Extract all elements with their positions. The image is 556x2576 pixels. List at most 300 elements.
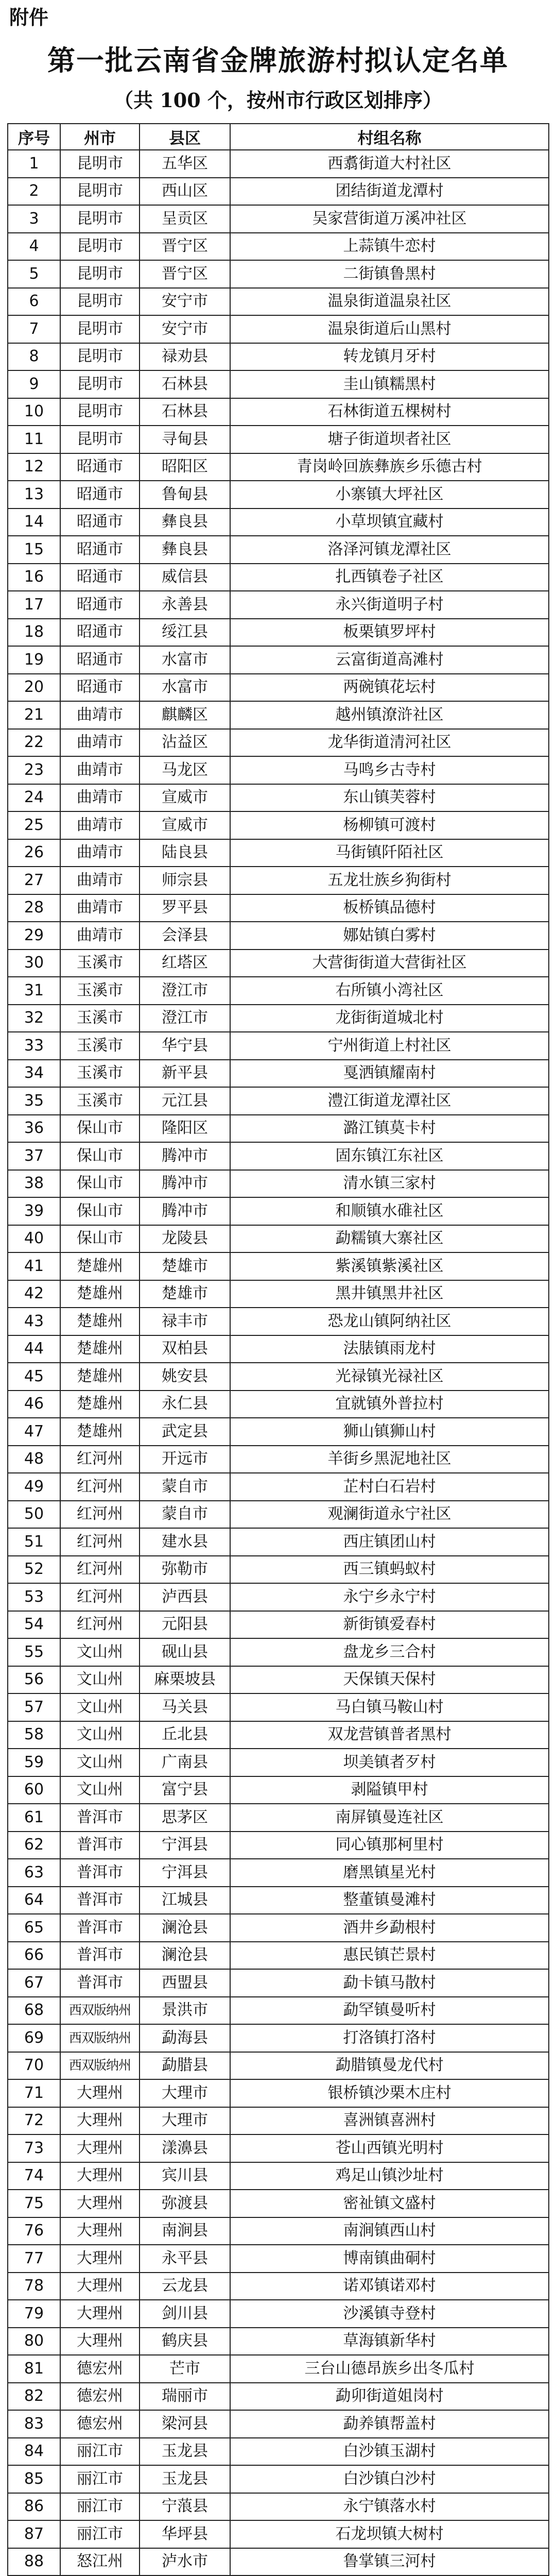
table-row <box>8 2493 549 2521</box>
table-row <box>8 1914 549 1942</box>
row-village-name: 三台山德昂族乡出冬瓜村 <box>230 2355 549 2383</box>
row-village-name: 转龙镇月牙村 <box>230 343 549 371</box>
row-village-name: 温泉街道后山黑村 <box>230 315 549 343</box>
row-city: 昆明市 <box>60 288 140 316</box>
row-village-name: 和顺镇水碓社区 <box>230 1197 549 1225</box>
row-county: 腾冲市 <box>140 1142 230 1170</box>
row-index: 68 <box>8 1997 60 2025</box>
row-county: 漾濞县 <box>140 2134 230 2162</box>
row-index: 32 <box>8 1005 60 1032</box>
row-village-name: 东山镇芙蓉村 <box>230 784 549 812</box>
row-county: 永平县 <box>140 2245 230 2273</box>
row-village-name: 喜洲镇喜洲村 <box>230 2107 549 2135</box>
header-index: 序号 <box>8 124 60 150</box>
row-city: 西双版纳州 <box>60 2052 140 2080</box>
row-village-name: 永兴街道明子村 <box>230 591 549 619</box>
row-city: 昭通市 <box>60 509 140 536</box>
table-row <box>8 977 549 1005</box>
row-city: 楚雄州 <box>60 1418 140 1446</box>
row-village-name: 博南镇曲硐村 <box>230 2245 549 2273</box>
row-index: 69 <box>8 2024 60 2052</box>
page-subtitle: （共 100 个，按州市行政区划排序） <box>114 89 442 112</box>
table-row <box>8 701 549 729</box>
row-city: 普洱市 <box>60 1804 140 1832</box>
row-city: 曲靖市 <box>60 839 140 867</box>
row-index: 6 <box>8 288 60 316</box>
table-row <box>8 2410 549 2438</box>
row-village-name: 板栗镇罗坪村 <box>230 619 549 647</box>
row-county: 陆良县 <box>140 839 230 867</box>
row-county: 晋宁区 <box>140 233 230 261</box>
row-county: 富宁县 <box>140 1776 230 1804</box>
table-row <box>8 2465 549 2493</box>
row-county: 勐腊县 <box>140 2052 230 2080</box>
row-village-name: 团结街道龙潭村 <box>230 178 549 206</box>
row-index: 83 <box>8 2410 60 2438</box>
row-city: 德宏州 <box>60 2383 140 2411</box>
row-city: 昭通市 <box>60 481 140 509</box>
row-village-name: 龙街街道城北村 <box>230 1005 549 1032</box>
row-county: 弥勒市 <box>140 1556 230 1584</box>
row-city: 昆明市 <box>60 370 140 398</box>
row-index: 52 <box>8 1556 60 1584</box>
table-row <box>8 1225 549 1253</box>
row-city: 昭通市 <box>60 591 140 619</box>
row-county: 罗平县 <box>140 894 230 922</box>
row-county: 元阳县 <box>140 1611 230 1639</box>
row-county: 宾川县 <box>140 2162 230 2190</box>
row-city: 大理州 <box>60 2190 140 2217</box>
row-village-name: 羊街乡黑泥地社区 <box>230 1446 549 1473</box>
row-village-name: 南涧镇西山村 <box>230 2217 549 2245</box>
row-county: 姚安县 <box>140 1363 230 1391</box>
row-village-name: 勐糯镇大寨社区 <box>230 1225 549 1253</box>
row-county: 大理市 <box>140 2107 230 2135</box>
table-header <box>8 124 549 150</box>
row-village-name: 密祉镇文盛村 <box>230 2190 549 2217</box>
row-index: 39 <box>8 1197 60 1225</box>
table-row <box>8 1583 549 1611</box>
row-city: 普洱市 <box>60 1942 140 1970</box>
row-city: 保山市 <box>60 1115 140 1143</box>
table-row <box>8 1611 549 1639</box>
row-village-name: 小寨镇大坪社区 <box>230 481 549 509</box>
row-city: 玉溪市 <box>60 977 140 1005</box>
row-village-name: 整董镇曼滩村 <box>230 1887 549 1914</box>
row-village-name: 磨黑镇星光村 <box>230 1859 549 1887</box>
row-index: 27 <box>8 867 60 894</box>
row-city: 红河州 <box>60 1556 140 1584</box>
row-index: 77 <box>8 2245 60 2273</box>
row-city: 曲靖市 <box>60 811 140 839</box>
row-village-name: 马白镇马鞍山村 <box>230 1693 549 1721</box>
row-city: 红河州 <box>60 1446 140 1473</box>
row-village-name: 双龙营镇普者黑村 <box>230 1721 549 1749</box>
row-county: 南涧县 <box>140 2217 230 2245</box>
row-village-name: 右所镇小湾社区 <box>230 977 549 1005</box>
row-city: 红河州 <box>60 1611 140 1639</box>
row-county: 思茅区 <box>140 1804 230 1832</box>
row-city: 丽江市 <box>60 2465 140 2493</box>
row-city: 楚雄州 <box>60 1391 140 1418</box>
row-county: 泸水市 <box>140 2548 230 2576</box>
row-index: 41 <box>8 1252 60 1280</box>
row-county: 梁河县 <box>140 2410 230 2438</box>
table-row <box>8 591 549 619</box>
table-row <box>8 481 549 509</box>
row-village-name: 温泉街道温泉社区 <box>230 288 549 316</box>
row-index: 48 <box>8 1446 60 1473</box>
row-city: 普洱市 <box>60 1859 140 1887</box>
row-village-name: 越州镇潦浒社区 <box>230 701 549 729</box>
table-row <box>8 1252 549 1280</box>
row-village-name: 勐腊镇曼龙代村 <box>230 2052 549 2080</box>
row-index: 82 <box>8 2383 60 2411</box>
table-row <box>8 1335 549 1363</box>
row-city: 玉溪市 <box>60 1060 140 1088</box>
table-row <box>8 1528 549 1556</box>
row-county: 玉龙县 <box>140 2438 230 2466</box>
row-city: 丽江市 <box>60 2520 140 2548</box>
table-row <box>8 2024 549 2052</box>
row-city: 昭通市 <box>60 646 140 674</box>
row-index: 58 <box>8 1721 60 1749</box>
row-index: 46 <box>8 1391 60 1418</box>
row-city: 红河州 <box>60 1473 140 1501</box>
row-city: 文山州 <box>60 1776 140 1804</box>
row-city: 楚雄州 <box>60 1252 140 1280</box>
row-city: 玉溪市 <box>60 950 140 977</box>
row-village-name: 芷村白石岩村 <box>230 1473 549 1501</box>
row-village-name: 勐罕镇曼听村 <box>230 1997 549 2025</box>
row-county: 威信县 <box>140 564 230 591</box>
table-row <box>8 1666 549 1694</box>
row-village-name: 勐卯街道姐岗村 <box>230 2383 549 2411</box>
row-county: 马关县 <box>140 1693 230 1721</box>
row-index: 75 <box>8 2190 60 2217</box>
row-village-name: 石龙坝镇大树村 <box>230 2520 549 2548</box>
row-index: 24 <box>8 784 60 812</box>
row-county: 宣威市 <box>140 784 230 812</box>
table-row <box>8 1942 549 1970</box>
row-county: 石林县 <box>140 398 230 426</box>
row-village-name: 五龙壮族乡狗街村 <box>230 867 549 894</box>
row-index: 21 <box>8 701 60 729</box>
page-title: 第一批云南省金牌旅游村拟认定名单 <box>47 44 509 77</box>
row-index: 17 <box>8 591 60 619</box>
row-village-name: 青岗岭回族彝族乡乐德古村 <box>230 453 549 481</box>
row-village-name: 南屏镇曼连社区 <box>230 1804 549 1832</box>
table-row <box>8 398 549 426</box>
row-village-name: 黑井镇黑井社区 <box>230 1280 549 1308</box>
row-index: 51 <box>8 1528 60 1556</box>
row-village-name: 观澜街道永宁社区 <box>230 1501 549 1529</box>
row-city: 大理州 <box>60 2134 140 2162</box>
row-county: 弥渡县 <box>140 2190 230 2217</box>
row-village-name: 惠民镇芒景村 <box>230 1942 549 1970</box>
table-row <box>8 343 549 371</box>
row-index: 28 <box>8 894 60 922</box>
table-header-row <box>8 124 549 150</box>
row-village-name: 剥隘镇甲村 <box>230 1776 549 1804</box>
row-village-name: 天保镇天保村 <box>230 1666 549 1694</box>
row-county: 禄丰市 <box>140 1308 230 1335</box>
table-row <box>8 2134 549 2162</box>
row-county: 大理市 <box>140 2079 230 2107</box>
row-index: 80 <box>8 2328 60 2355</box>
row-index: 44 <box>8 1335 60 1363</box>
row-village-name: 龙华街道清河社区 <box>230 729 549 757</box>
row-county: 寻甸县 <box>140 426 230 453</box>
row-index: 84 <box>8 2438 60 2466</box>
row-index: 2 <box>8 178 60 206</box>
row-village-name: 盘龙乡三合村 <box>230 1638 549 1666</box>
row-index: 72 <box>8 2107 60 2135</box>
row-index: 36 <box>8 1115 60 1143</box>
row-county: 宁洱县 <box>140 1859 230 1887</box>
table-row <box>8 1473 549 1501</box>
row-county: 禄劝县 <box>140 343 230 371</box>
row-index: 81 <box>8 2355 60 2383</box>
row-index: 63 <box>8 1859 60 1887</box>
row-index: 30 <box>8 950 60 977</box>
table-row <box>8 1859 549 1887</box>
row-county: 华宁县 <box>140 1032 230 1060</box>
table-row <box>8 370 549 398</box>
row-village-name: 大营街街道大营街社区 <box>230 950 549 977</box>
row-county: 沾益区 <box>140 729 230 757</box>
row-city: 大理州 <box>60 2245 140 2273</box>
row-county: 晋宁区 <box>140 260 230 288</box>
row-county: 楚雄市 <box>140 1280 230 1308</box>
table-row <box>8 1280 549 1308</box>
table-row <box>8 1087 549 1115</box>
row-county: 永善县 <box>140 591 230 619</box>
row-index: 45 <box>8 1363 60 1391</box>
row-county: 麻栗坡县 <box>140 1666 230 1694</box>
table-row <box>8 1115 549 1143</box>
row-county: 绥江县 <box>140 619 230 647</box>
row-county: 瑞丽市 <box>140 2383 230 2411</box>
row-city: 昆明市 <box>60 315 140 343</box>
table-row <box>8 1170 549 1198</box>
row-city: 文山州 <box>60 1666 140 1694</box>
row-village-name: 鸡足山镇沙址村 <box>230 2162 549 2190</box>
row-city: 大理州 <box>60 2162 140 2190</box>
table-body <box>8 150 549 2576</box>
table-row <box>8 1721 549 1749</box>
row-index: 34 <box>8 1060 60 1088</box>
row-city: 德宏州 <box>60 2355 140 2383</box>
row-county: 宁蒗县 <box>140 2493 230 2521</box>
row-county: 宣威市 <box>140 811 230 839</box>
table-row <box>8 1832 549 1859</box>
row-index: 3 <box>8 205 60 233</box>
row-village-name: 固东镇江东社区 <box>230 1142 549 1170</box>
row-county: 澜沧县 <box>140 1942 230 1970</box>
row-index: 62 <box>8 1832 60 1859</box>
table-row <box>8 1005 549 1032</box>
row-index: 18 <box>8 619 60 647</box>
row-city: 西双版纳州 <box>60 2024 140 2052</box>
row-city: 大理州 <box>60 2217 140 2245</box>
table-row <box>8 2245 549 2273</box>
row-city: 曲靖市 <box>60 729 140 757</box>
table-row <box>8 205 549 233</box>
row-city: 昭通市 <box>60 674 140 702</box>
table-row <box>8 1060 549 1088</box>
table-row <box>8 2107 549 2135</box>
row-county: 五华区 <box>140 150 230 178</box>
table-row <box>8 619 549 647</box>
row-index: 31 <box>8 977 60 1005</box>
row-index: 70 <box>8 2052 60 2080</box>
row-village-name: 白沙镇白沙村 <box>230 2465 549 2493</box>
row-village-name: 两碗镇花坛村 <box>230 674 549 702</box>
table-row <box>8 2520 549 2548</box>
table-row <box>8 2383 549 2411</box>
row-index: 86 <box>8 2493 60 2521</box>
row-village-name: 娜姑镇白雾村 <box>230 922 549 950</box>
row-village-name: 同心镇那柯里村 <box>230 1832 549 1859</box>
row-village-name: 上蒜镇牛恋村 <box>230 233 549 261</box>
row-index: 23 <box>8 756 60 784</box>
row-city: 普洱市 <box>60 1887 140 1914</box>
row-city: 文山州 <box>60 1749 140 1776</box>
row-index: 11 <box>8 426 60 453</box>
row-county: 永仁县 <box>140 1391 230 1418</box>
table-row <box>8 674 549 702</box>
row-city: 丽江市 <box>60 2438 140 2466</box>
row-county: 蒙自市 <box>140 1501 230 1529</box>
row-village-name: 戛洒镇耀南村 <box>230 1060 549 1088</box>
table-row <box>8 2355 549 2383</box>
row-county: 宁洱县 <box>140 1832 230 1859</box>
row-index: 67 <box>8 1969 60 1997</box>
table-row <box>8 1997 549 2025</box>
table-row <box>8 756 549 784</box>
row-county: 龙陵县 <box>140 1225 230 1253</box>
row-county: 华坪县 <box>140 2520 230 2548</box>
table-row <box>8 2328 549 2355</box>
row-city: 玉溪市 <box>60 1032 140 1060</box>
row-county: 勐海县 <box>140 2024 230 2052</box>
row-county: 剑川县 <box>140 2300 230 2328</box>
row-county: 新平县 <box>140 1060 230 1088</box>
table-row <box>8 453 549 481</box>
row-index: 22 <box>8 729 60 757</box>
row-village-name: 宜就镇外普拉村 <box>230 1391 549 1418</box>
row-index: 19 <box>8 646 60 674</box>
row-village-name: 西庄镇团山村 <box>230 1528 549 1556</box>
row-village-name: 马街镇阡陌社区 <box>230 839 549 867</box>
row-index: 43 <box>8 1308 60 1335</box>
row-county: 水富市 <box>140 674 230 702</box>
row-county: 腾冲市 <box>140 1197 230 1225</box>
row-index: 37 <box>8 1142 60 1170</box>
row-village-name: 光禄镇光禄社区 <box>230 1363 549 1391</box>
table-row <box>8 2052 549 2080</box>
row-county: 澄江市 <box>140 1005 230 1032</box>
row-index: 78 <box>8 2273 60 2300</box>
table-row <box>8 784 549 812</box>
table-row <box>8 288 549 316</box>
row-city: 昭通市 <box>60 564 140 591</box>
row-index: 33 <box>8 1032 60 1060</box>
row-city: 曲靖市 <box>60 701 140 729</box>
row-county: 玉龙县 <box>140 2465 230 2493</box>
table-row <box>8 178 549 206</box>
row-village-name: 洛泽河镇龙潭社区 <box>230 536 549 564</box>
row-village-name: 宁州街道上村社区 <box>230 1032 549 1060</box>
row-county: 彝良县 <box>140 536 230 564</box>
row-village-name: 草海镇新华村 <box>230 2328 549 2355</box>
row-index: 56 <box>8 1666 60 1694</box>
row-city: 普洱市 <box>60 1969 140 1997</box>
row-city: 文山州 <box>60 1693 140 1721</box>
row-county: 澄江市 <box>140 977 230 1005</box>
row-city: 昭通市 <box>60 619 140 647</box>
row-village-name: 诺邓镇诺邓村 <box>230 2273 549 2300</box>
row-index: 40 <box>8 1225 60 1253</box>
row-county: 广南县 <box>140 1749 230 1776</box>
row-index: 7 <box>8 315 60 343</box>
row-county: 昭阳区 <box>140 453 230 481</box>
row-index: 12 <box>8 453 60 481</box>
row-index: 10 <box>8 398 60 426</box>
table-row <box>8 1197 549 1225</box>
row-index: 38 <box>8 1170 60 1198</box>
row-county: 腾冲市 <box>140 1170 230 1198</box>
row-county: 安宁市 <box>140 315 230 343</box>
row-county: 砚山县 <box>140 1638 230 1666</box>
row-index: 55 <box>8 1638 60 1666</box>
table-row <box>8 950 549 977</box>
table-row <box>8 839 549 867</box>
table-row <box>8 426 549 453</box>
row-county: 澜沧县 <box>140 1914 230 1942</box>
row-city: 昆明市 <box>60 426 140 453</box>
row-village-name: 澧江街道龙潭社区 <box>230 1087 549 1115</box>
row-city: 玉溪市 <box>60 1087 140 1115</box>
row-county: 蒙自市 <box>140 1473 230 1501</box>
row-county: 元江县 <box>140 1087 230 1115</box>
row-city: 楚雄州 <box>60 1363 140 1391</box>
table-row <box>8 1638 549 1666</box>
row-village-name: 银桥镇沙栗木庄村 <box>230 2079 549 2107</box>
table-row <box>8 1749 549 1776</box>
row-county: 云龙县 <box>140 2273 230 2300</box>
row-county: 景洪市 <box>140 1997 230 2025</box>
table-row <box>8 1776 549 1804</box>
row-city: 丽江市 <box>60 2493 140 2521</box>
table-row <box>8 1363 549 1391</box>
table-row <box>8 1032 549 1060</box>
row-county: 安宁市 <box>140 288 230 316</box>
header-village-name: 村组名称 <box>230 124 549 150</box>
table-row <box>8 922 549 950</box>
row-index: 74 <box>8 2162 60 2190</box>
row-county: 开远市 <box>140 1446 230 1473</box>
row-index: 26 <box>8 839 60 867</box>
row-village-name: 扎西镇卷子社区 <box>230 564 549 591</box>
row-city: 大理州 <box>60 2079 140 2107</box>
table-row <box>8 2162 549 2190</box>
row-village-name: 恐龙山镇阿纳社区 <box>230 1308 549 1335</box>
table-row <box>8 729 549 757</box>
table-row <box>8 1142 549 1170</box>
row-city: 昆明市 <box>60 150 140 178</box>
